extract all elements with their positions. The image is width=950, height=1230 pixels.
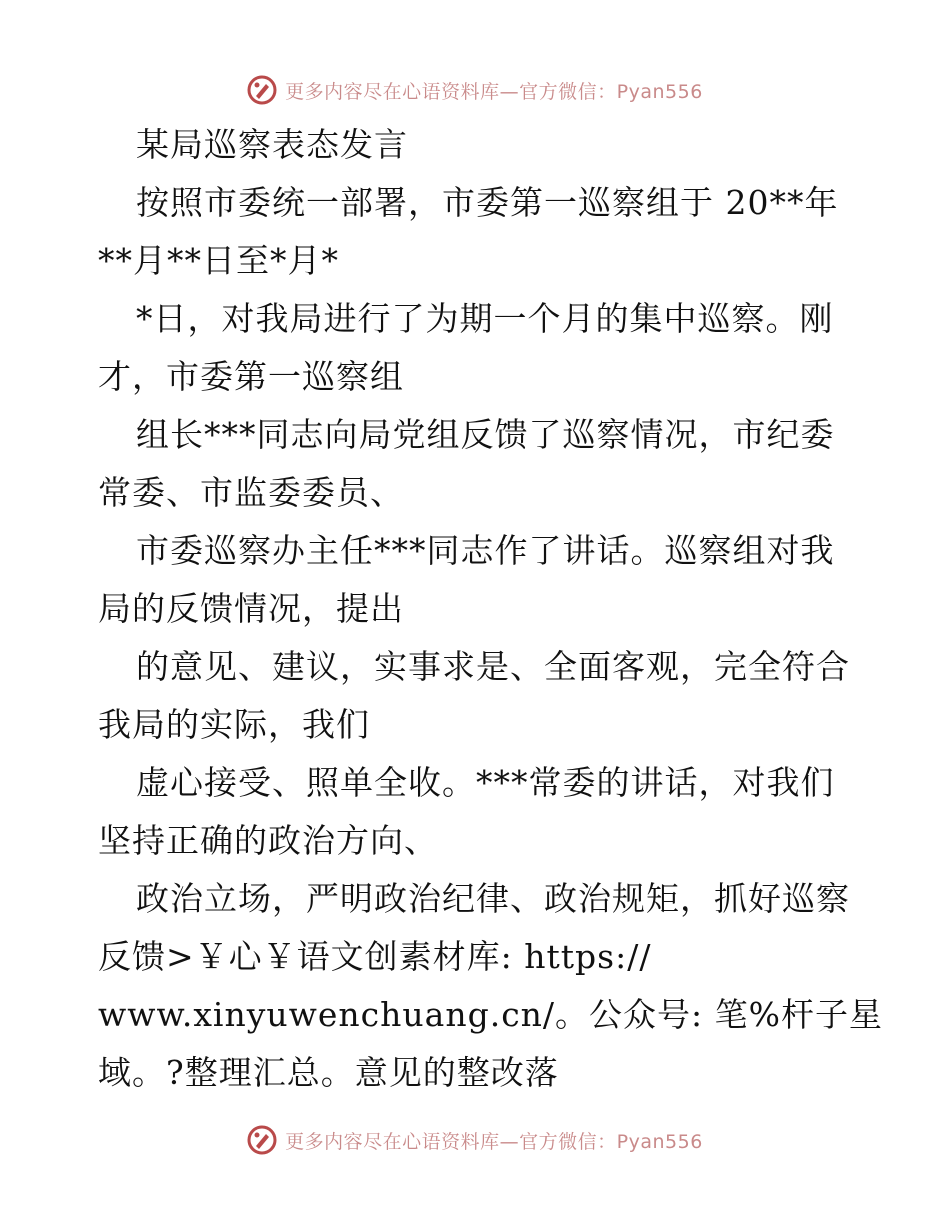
paragraph-line: **月**日至*月* (98, 241, 339, 280)
paragraph-line: 我局的实际，我们 (98, 705, 370, 744)
paragraph-line: 组长***同志向局党组反馈了巡察情况，市纪委 (136, 415, 835, 454)
paragraph-line: 域。?整理汇总。意见的整改落 (98, 1053, 559, 1092)
paragraph-line: 政治立场，严明政治纪律、政治规矩，抓好巡察 (136, 879, 850, 918)
paragraph-line: 常委、市监委委员、 (98, 473, 404, 512)
document-body (98, 116, 884, 1102)
brand-logo-icon (247, 1125, 277, 1155)
paragraph-line: 的意见、建议，实事求是、全面客观，完全符合 (136, 647, 850, 686)
header-watermark-banner (0, 70, 950, 110)
paragraph-line: 按照市委统一部署，市委第一巡察组于 20**年 (136, 183, 839, 222)
paragraph-line: 坚持正确的政治方向、 (98, 821, 438, 860)
paragraph-line: 局的反馈情况，提出 (98, 589, 404, 628)
paragraph-line: www.xinyuwenchuang.cn/。公众号: 笔%杆子星 (98, 995, 884, 1034)
document-title: 某局巡察表态发言 (136, 125, 408, 164)
paragraph-line: 市委巡察办主任***同志作了讲话。巡察组对我 (136, 531, 835, 570)
footer-watermark-banner (0, 1120, 950, 1160)
paragraph-line: 才，市委第一巡察组 (98, 357, 404, 396)
watermark-text: 更多内容尽在心语资料库—官方微信：Pyan556 (285, 1130, 703, 1153)
watermark-text: 更多内容尽在心语资料库—官方微信：Pyan556 (285, 80, 703, 103)
paragraph-line: *日，对我局进行了为期一个月的集中巡察。刚 (136, 299, 834, 338)
paragraph-line: 虚心接受、照单全收。***常委的讲话，对我们 (136, 763, 835, 802)
paragraph-line: 反馈>￥心￥语文创素材库: https:// (98, 937, 652, 976)
brand-logo-icon (247, 75, 277, 105)
